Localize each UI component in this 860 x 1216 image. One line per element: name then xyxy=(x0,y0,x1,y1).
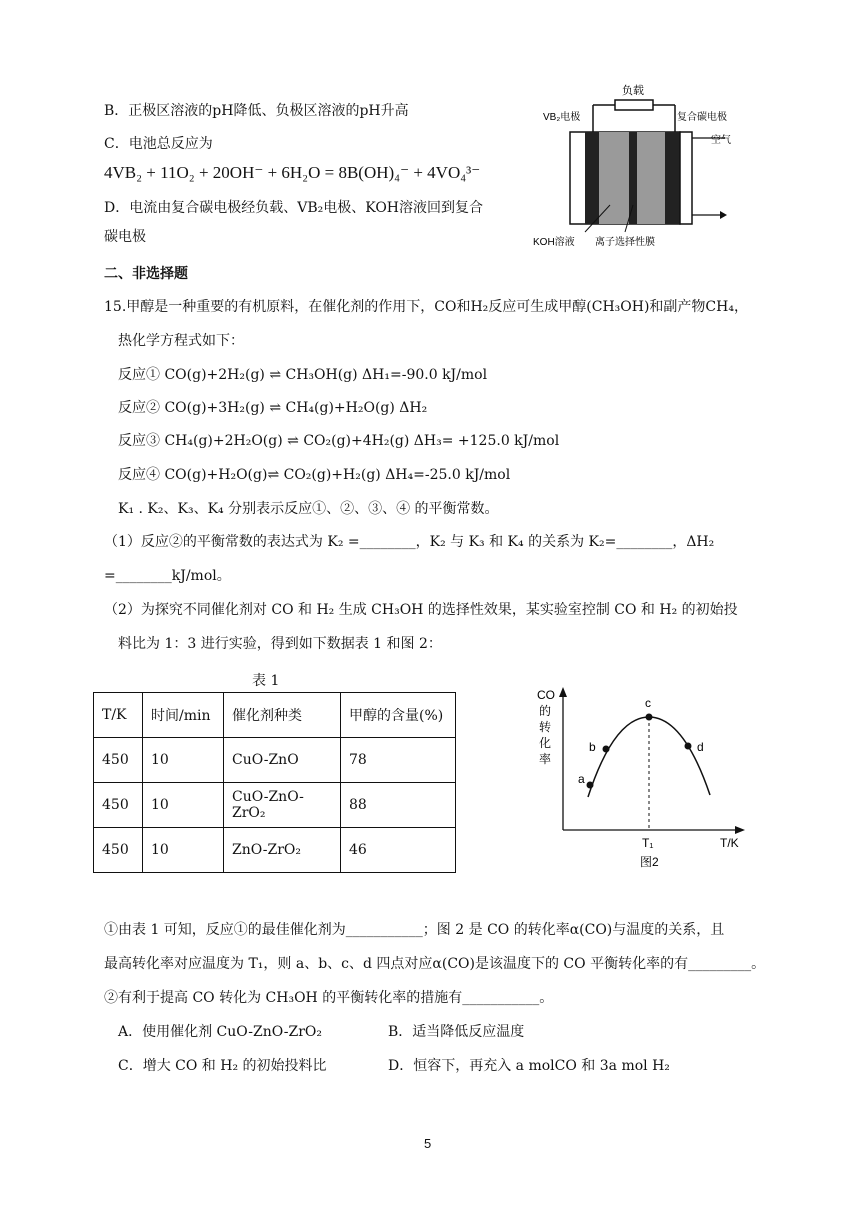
y-axis-label: 的 xyxy=(539,704,552,718)
sub2: ②有利于提高 CO 转化为 CH₃OH 的平衡转化率的措施有___________。 xyxy=(104,990,554,1006)
figure2-caption: 图2 xyxy=(640,855,659,869)
load-label: 负载 xyxy=(622,85,644,97)
figure2-conversion-plot xyxy=(525,685,770,870)
composite-carbon-label: 复合碳电极 xyxy=(677,112,727,123)
sub1-line1: ①由表 1 可知，反应①的最佳催化剂为___________；图 2 是 CO 的转化率α(CO)与温度的关系，且 xyxy=(104,922,725,938)
x-axis-label: T/K xyxy=(720,836,739,850)
table-cell: 78 xyxy=(341,738,456,783)
point-a xyxy=(587,782,594,789)
option-d2: D．恒容下，再充入 a molCO 和 3a mol H₂ xyxy=(388,1058,670,1074)
part1-line2: =________kJ/mol。 xyxy=(104,568,231,584)
reaction-4: 反应④ CO(g)+H₂O(g)⇌ CO₂(g)+H₂(g) ΔH₄=-25.0 kJ/mol xyxy=(118,467,511,483)
table-header-cell: T/K xyxy=(94,693,143,738)
catalyst-table xyxy=(93,692,456,873)
k-note: K₁ . K₂、K₃、K₄ 分别表示反应①、②、③、④ 的平衡常数。 xyxy=(118,501,499,517)
option-d-line2: 碳电极 xyxy=(104,229,146,245)
reaction-1: 反应① CO(g)+2H₂(g) ⇌ CH₃OH(g) ΔH₁=-90.0 kJ/mol xyxy=(118,367,488,383)
point-b xyxy=(603,746,610,753)
point-d xyxy=(685,743,692,750)
table-row xyxy=(94,738,456,783)
option-b2: B．适当降低反应温度 xyxy=(388,1024,525,1040)
y-axis-label: 化 xyxy=(539,736,552,750)
option-c: C．电池总反应为 xyxy=(104,136,213,152)
y-axis-label: 率 xyxy=(539,752,552,766)
table-cell: 10 xyxy=(143,828,224,873)
battery-diagram xyxy=(525,80,780,255)
point-b-label: b xyxy=(589,740,596,754)
part2-line2: 料比为 1：3 进行实验，得到如下数据表 1 和图 2： xyxy=(118,636,442,652)
koh-label: KOH溶液 xyxy=(533,237,575,248)
q15-intro-line2: 热化学方程式如下： xyxy=(118,333,244,349)
q15-intro-line1: 15.甲醇是一种重要的有机原料，在催化剂的作用下，CO和H₂反应可生成甲醇(CH₃OH)和副产物CH₄， xyxy=(104,299,748,315)
option-b: B．正极区溶液的pH降低、负极区溶液的pH升高 xyxy=(104,103,409,119)
membrane-label: 离子选择性膜 xyxy=(595,237,655,248)
table-header-cell: 时间/min xyxy=(143,693,224,738)
reaction-3: 反应③ CH₄(g)+2H₂O(g) ⇌ CO₂(g)+4H₂(g) ΔH₃= +125.0 kJ/mol xyxy=(118,433,560,449)
part1-line1: （1）反应②的平衡常数的表达式为 K₂ =________，K₂ 与 K₃ 和 K₄ 的关系为 K₂=________，ΔH₂ xyxy=(104,534,715,550)
composite-carbon-electrode xyxy=(665,132,680,224)
point-a-label: a xyxy=(578,772,585,786)
battery-total-equation: 4VB₂ + 11O₂ + 20OH⁻ + 6H₂O = 8B(OH)₄⁻ + 4VO₄³⁻ xyxy=(104,163,481,182)
table-row xyxy=(94,828,456,873)
air-label: 空气 xyxy=(711,135,731,146)
table-header-row xyxy=(94,693,456,738)
table-header-cell: 甲醇的含量(%) xyxy=(341,693,456,738)
table-caption: 表 1 xyxy=(252,673,280,689)
vb2-electrode xyxy=(585,132,599,224)
section-title: 二、非选择题 xyxy=(104,266,188,282)
table-cell: ZnO-ZrO₂ xyxy=(224,828,341,873)
page-number: 5 xyxy=(424,1136,432,1151)
table-row xyxy=(94,783,456,828)
point-c-label: c xyxy=(645,696,651,710)
t1-label: T₁ xyxy=(642,836,654,850)
table-cell: 450 xyxy=(94,783,143,828)
vb2-electrode-label: VB₂电极 xyxy=(543,112,581,123)
table-cell: 88 xyxy=(341,783,456,828)
option-d-line1: D．电流由复合碳电极经负载、VB₂电极、KOH溶液回到复合 xyxy=(104,200,484,216)
table-cell: CuO-ZnO xyxy=(224,738,341,783)
koh-solution xyxy=(599,132,629,224)
sub1-line2: 最高转化率对应温度为 T₁，则 a、b、c、d 四点对应α(CO)是该温度下的 CO 平衡转化率的有_________。 xyxy=(104,956,766,972)
table-cell: CuO-ZnO-ZrO₂ xyxy=(224,783,341,828)
table-cell: 46 xyxy=(341,828,456,873)
option-c2: C．增大 CO 和 H₂ 的初始投料比 xyxy=(118,1058,327,1074)
table-cell: 450 xyxy=(94,738,143,783)
option-a: A．使用催化剂 CuO-ZnO-ZrO₂ xyxy=(118,1024,322,1040)
table-cell: 10 xyxy=(143,783,224,828)
air-chamber xyxy=(680,132,692,224)
load-resistor xyxy=(615,100,653,110)
point-c xyxy=(646,714,653,721)
table-cell: 10 xyxy=(143,738,224,783)
y-axis-label: 转 xyxy=(539,720,552,734)
y-axis-label: CO xyxy=(537,688,555,702)
ion-membrane xyxy=(629,132,637,224)
table-cell: 450 xyxy=(94,828,143,873)
point-d-label: d xyxy=(697,740,704,754)
table-header-cell: 催化剂种类 xyxy=(224,693,341,738)
reaction-2: 反应② CO(g)+3H₂(g) ⇌ CH₄(g)+H₂O(g) ΔH₂ xyxy=(118,400,428,416)
part2-line1: （2）为探究不同催化剂对 CO 和 H₂ 生成 CH₃OH 的选择性效果，某实验室控制 CO 和 H₂ 的初始投 xyxy=(104,602,738,618)
